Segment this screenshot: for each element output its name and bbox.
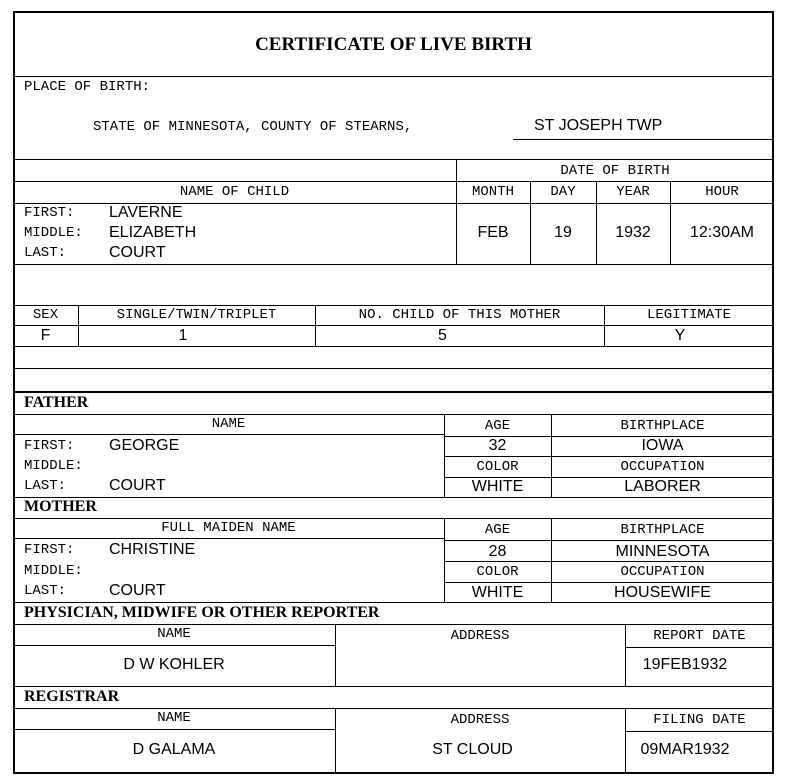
mother-section-title: MOTHER	[24, 498, 97, 515]
father-middle-label: MIDDLE:	[24, 458, 83, 474]
physician-name: D W KOHLER	[123, 656, 225, 673]
child-first-label: FIRST:	[24, 205, 75, 221]
physician-name-header: NAME	[157, 626, 191, 642]
registrar-section-title: REGISTRAR	[24, 688, 120, 705]
divider	[13, 414, 774, 415]
child-last-label: LAST:	[24, 245, 67, 261]
mother-age-header: AGE	[484, 522, 511, 538]
divider	[13, 645, 335, 646]
divider	[13, 264, 774, 265]
divider	[13, 602, 774, 603]
filing-date: 09MAR1932	[640, 741, 730, 758]
father-occupation-header: OCCUPATION	[620, 459, 705, 475]
filing-date-header: FILING DATE	[653, 712, 746, 728]
year-header: YEAR	[616, 184, 650, 200]
birth-day: 19	[554, 224, 572, 241]
divider	[444, 456, 774, 457]
divider	[13, 729, 335, 730]
father-age: 32	[488, 437, 507, 454]
sex-header: SEX	[32, 307, 59, 323]
father-section-title: FATHER	[24, 394, 89, 411]
mother-occupation-header: OCCUPATION	[620, 564, 705, 580]
father-age-header: AGE	[484, 418, 511, 434]
registrar-address: ST CLOUD	[432, 741, 513, 758]
mother-color: WHITE	[471, 584, 524, 601]
report-date-header: REPORT DATE	[653, 628, 746, 644]
child-middle-label: MIDDLE:	[24, 225, 83, 241]
divider	[444, 561, 774, 562]
mother-middle-label: MIDDLE:	[24, 563, 83, 579]
father-birthplace-header: BIRTHPLACE	[620, 418, 705, 434]
legitimate-header: LEGITIMATE	[646, 307, 731, 323]
divider	[13, 624, 774, 625]
day-header: DAY	[550, 184, 576, 200]
township-underline	[513, 139, 773, 140]
date-of-birth-header: DATE OF BIRTH	[560, 163, 670, 179]
state-county-text: STATE OF MINNESOTA, COUNTY OF STEARNS,	[93, 119, 413, 135]
mother-occupation: HOUSEWIFE	[614, 584, 711, 601]
name-of-child-header: NAME OF CHILD	[179, 184, 290, 200]
divider	[13, 708, 774, 709]
mother-birthplace-header: BIRTHPLACE	[620, 522, 705, 538]
divider	[13, 346, 774, 347]
birth-month: FEB	[477, 224, 509, 241]
divider	[625, 731, 774, 732]
divider	[13, 368, 774, 369]
physician-address-header: ADDRESS	[450, 628, 510, 644]
child-last-name: COURT	[109, 244, 166, 261]
divider	[13, 538, 444, 539]
divider	[13, 434, 444, 435]
divider	[13, 686, 774, 687]
plurality-value: 1	[178, 327, 188, 344]
divider	[13, 305, 774, 306]
mother-birthplace: MINNESOTA	[615, 543, 710, 560]
birth-hour: 12:30AM	[689, 224, 755, 241]
child-number-value: 5	[438, 327, 447, 344]
divider	[13, 325, 774, 326]
divider	[13, 159, 774, 160]
father-name-header: NAME	[211, 416, 246, 432]
mother-name-header: FULL MAIDEN NAME	[161, 520, 296, 536]
birth-year: 1932	[615, 224, 651, 241]
registrar-name: D GALAMA	[132, 741, 216, 758]
township-value: ST JOSEPH TWP	[534, 117, 663, 134]
divider	[13, 181, 774, 182]
legitimate-value: Y	[674, 327, 686, 344]
father-first-name: GEORGE	[109, 437, 180, 454]
father-first-label: FIRST:	[24, 438, 75, 454]
report-date: 19FEB1932	[642, 656, 728, 673]
father-color-header: COLOR	[476, 459, 519, 475]
divider	[444, 540, 774, 541]
divider	[625, 647, 774, 648]
mother-first-label: FIRST:	[24, 542, 75, 558]
father-birthplace: IOWA	[641, 437, 684, 454]
mother-last-name: COURT	[109, 582, 166, 599]
divider	[444, 582, 774, 583]
certificate-title: CERTIFICATE OF LIVE BIRTH	[255, 34, 532, 55]
sex-value: F	[40, 327, 51, 344]
father-occupation: LABORER	[624, 478, 701, 495]
divider	[13, 76, 774, 77]
mother-first-name: CHRISTINE	[109, 541, 196, 558]
place-of-birth-label: PLACE OF BIRTH:	[24, 79, 151, 95]
registrar-name-header: NAME	[157, 710, 191, 726]
child-number-header: NO. CHILD OF THIS MOTHER	[358, 307, 561, 323]
registrar-address-header: ADDRESS	[450, 712, 510, 728]
child-first-name: LAVERNE	[109, 204, 183, 221]
father-color: WHITE	[471, 478, 524, 495]
mother-color-header: COLOR	[476, 564, 519, 580]
divider	[13, 518, 774, 519]
mother-last-label: LAST:	[24, 583, 67, 599]
hour-header: HOUR	[705, 184, 739, 200]
month-header: MONTH	[471, 184, 514, 200]
divider	[13, 391, 774, 393]
father-last-label: LAST:	[24, 478, 67, 494]
physician-section-title: PHYSICIAN, MIDWIFE OR OTHER REPORTER	[24, 604, 380, 621]
divider	[13, 497, 774, 498]
mother-age: 28	[488, 543, 507, 560]
father-last-name: COURT	[109, 477, 166, 494]
child-middle-name: ELIZABETH	[109, 224, 197, 241]
plurality-header: SINGLE/TWIN/TRIPLET	[116, 307, 277, 323]
